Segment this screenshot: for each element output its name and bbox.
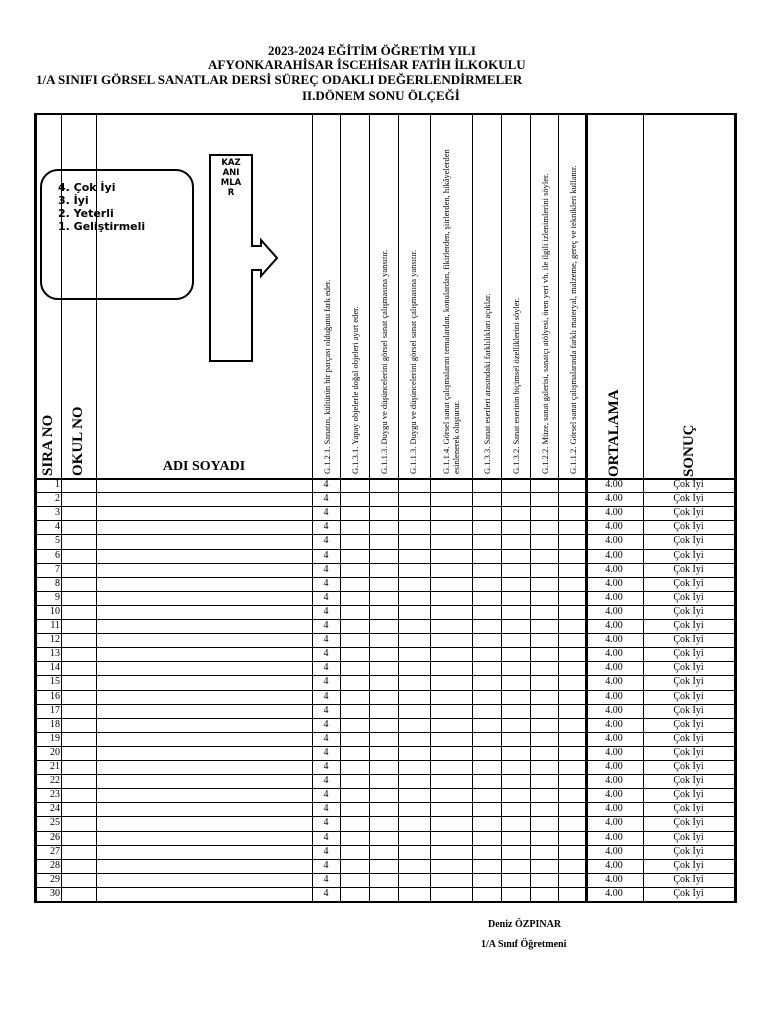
row-number: 13 (50, 648, 60, 660)
kazanimlar-box (209, 154, 253, 362)
average-cell: 4.00 (605, 704, 623, 716)
criterion-header: G.1.1.3. Duygu ve düşüncelerini görsel sanat çalışmasına yansıtır. (379, 249, 389, 474)
result-cell: Çok İyi (673, 718, 704, 730)
result-cell: Çok İyi (673, 507, 704, 519)
score-cell: 4 (323, 493, 329, 505)
average-cell: 4.00 (605, 591, 623, 603)
average-cell: 4.00 (605, 521, 623, 533)
kazanimlar-label-part: ANI (222, 168, 240, 178)
score-cell: 4 (323, 761, 329, 772)
row-number: 30 (50, 887, 60, 899)
average-cell: 4.00 (605, 676, 623, 688)
score-cell: 4 (323, 549, 329, 561)
average-cell: 4.00 (605, 605, 623, 617)
criterion-header: G.1.3.3. Sanat eserleri arasındaki farklılıkları açıklar. (482, 293, 492, 474)
row-number: 15 (50, 676, 60, 688)
score-cell: 4 (323, 887, 329, 899)
average-cell: 4.00 (605, 577, 623, 589)
column-header-okul-no: OKUL NO (70, 406, 86, 476)
average-cell: 4.00 (605, 746, 623, 758)
score-cell: 4 (323, 662, 329, 674)
result-cell: Çok İyi (673, 704, 704, 716)
row-number: 8 (55, 577, 60, 589)
criterion-header: G.1.2.2. Müze, sanat galerisi, sanatçı atölyesi, ören yeri vb. ile ilgili izlenimlerini söyler. (540, 173, 550, 474)
row-number: 19 (50, 732, 60, 744)
row-number: 18 (50, 718, 60, 730)
row-number: 23 (50, 789, 60, 801)
result-cell: Çok İyi (673, 577, 704, 589)
score-cell: 4 (323, 563, 329, 575)
row-number: 3 (55, 507, 60, 519)
row-number: 24 (50, 803, 60, 815)
kazanimlar-label-part: KAZ (221, 158, 241, 168)
average-cell: 4.00 (605, 845, 623, 857)
result-cell: Çok İyi (673, 873, 704, 885)
table-border-top (34, 113, 736, 115)
criterion-header: G.1.1.3. Duygu ve düşüncelerini görsel sanat çalışmasına yansıtır. (408, 249, 418, 474)
row-number: 6 (55, 549, 60, 561)
row-number: 29 (50, 873, 60, 885)
result-cell: Çok İyi (673, 605, 704, 617)
result-cell: Çok İyi (673, 845, 704, 857)
document-title-course: 1/A SINIFI GÖRSEL SANATLAR DERSİ SÜREÇ ODAKLI DEĞERLENDİRMELER (36, 72, 523, 87)
result-cell: Çok İyi (673, 493, 704, 505)
average-cell: 4.00 (605, 620, 623, 631)
criterion-header: G.1.3.2. Sanat eserinin biçimsel özelliklerini söyler. (511, 297, 521, 474)
row-number: 17 (50, 704, 60, 716)
grading-legend (40, 169, 194, 300)
row-number: 11 (50, 620, 60, 631)
score-cell: 4 (323, 605, 329, 617)
result-cell: Çok İyi (673, 676, 704, 688)
result-cell: Çok İyi (673, 789, 704, 801)
result-cell: Çok İyi (673, 662, 704, 674)
row-number: 7 (55, 563, 60, 575)
row-number: 21 (50, 761, 60, 772)
result-cell: Çok İyi (673, 817, 704, 829)
result-cell: Çok İyi (673, 549, 704, 561)
column-divider (734, 113, 737, 903)
result-cell: Çok İyi (673, 563, 704, 575)
document-title-year: 2023-2024 EĞİTİM ÖĞRETİM YILI (268, 43, 476, 58)
row-number: 4 (55, 521, 60, 533)
column-divider (369, 113, 370, 903)
average-cell: 4.00 (605, 535, 623, 547)
result-cell: Çok İyi (673, 479, 704, 490)
average-cell: 4.00 (605, 549, 623, 561)
average-cell: 4.00 (605, 831, 623, 843)
teacher-title: 1/A Sınıf Öğretmeni (481, 939, 567, 950)
result-cell: Çok İyi (673, 620, 704, 631)
criterion-header: G.1.2.1. Sanatın, kültürün bir parçası olduğunu fark eder. (322, 279, 332, 474)
criterion-header: G.1.1.2. Görsel sanat çalışmalarında farklı materyal, malzeme, gereç ve teknikleri kullanır. (568, 165, 578, 474)
average-cell: 4.00 (605, 479, 623, 490)
score-cell: 4 (323, 732, 329, 744)
legend-item: 2. Yeterli (58, 207, 114, 220)
average-cell: 4.00 (605, 648, 623, 660)
legend-item: 1. Geliştirmeli (58, 220, 146, 233)
score-cell: 4 (323, 704, 329, 716)
row-number: 14 (50, 662, 60, 674)
row-number: 2 (55, 493, 60, 505)
column-divider (501, 113, 502, 903)
score-cell: 4 (323, 817, 329, 829)
score-cell: 4 (323, 620, 329, 631)
column-header-adi-soyadi: ADI SOYADI (162, 459, 246, 474)
score-cell: 4 (323, 591, 329, 603)
document-title-school: AFYONKARAHİSAR İSCEHİSAR FATİH İLKOKULU (208, 57, 526, 72)
average-cell: 4.00 (605, 563, 623, 575)
kazanimlar-label-part: MLA (220, 178, 242, 188)
column-divider (340, 113, 341, 903)
arrow-right-icon (251, 238, 279, 278)
average-cell: 4.00 (605, 690, 623, 702)
score-cell: 4 (323, 577, 329, 589)
column-divider (398, 113, 399, 903)
average-cell: 4.00 (605, 873, 623, 885)
row-number: 22 (50, 775, 60, 787)
column-divider (558, 113, 559, 903)
result-cell: Çok İyi (673, 761, 704, 772)
result-cell: Çok İyi (673, 535, 704, 547)
average-cell: 4.00 (605, 493, 623, 505)
result-cell: Çok İyi (673, 887, 704, 899)
column-header-sonuc: SONUÇ (681, 424, 697, 477)
criterion-header: G.1.1.4. Görsel sanat çalışmalarını temalardan, konulardan, fikirlerden, şiirlerden, hikâyelerden esinlenerek oluşturur. (441, 149, 461, 474)
criterion-header: G.1.3.1. Yapay objelerle doğal objeleri ayırt eder. (350, 306, 360, 474)
result-cell: Çok İyi (673, 859, 704, 871)
row-number: 26 (50, 831, 60, 843)
average-cell: 4.00 (605, 634, 623, 646)
kazanimlar-label-part: R (227, 188, 235, 198)
column-divider (430, 113, 431, 903)
score-cell: 4 (323, 507, 329, 519)
average-cell: 4.00 (605, 732, 623, 744)
average-cell: 4.00 (605, 507, 623, 519)
legend-item: 3. İyi (58, 194, 89, 207)
average-cell: 4.00 (605, 859, 623, 871)
result-cell: Çok İyi (673, 634, 704, 646)
score-cell: 4 (323, 775, 329, 787)
result-cell: Çok İyi (673, 648, 704, 660)
score-cell: 4 (323, 648, 329, 660)
document-title-term: II.DÖNEM SONU ÖLÇEĞİ (302, 88, 460, 103)
result-cell: Çok İyi (673, 803, 704, 815)
score-cell: 4 (323, 845, 329, 857)
column-header-ortalama: ORTALAMA (606, 389, 622, 477)
score-cell: 4 (323, 859, 329, 871)
column-divider (472, 113, 473, 903)
result-cell: Çok İyi (673, 591, 704, 603)
result-cell: Çok İyi (673, 775, 704, 787)
score-cell: 4 (323, 831, 329, 843)
average-cell: 4.00 (605, 761, 623, 772)
row-number: 9 (55, 591, 60, 603)
average-cell: 4.00 (605, 718, 623, 730)
row-divider (34, 901, 736, 903)
average-cell: 4.00 (605, 775, 623, 787)
row-number: 28 (50, 859, 60, 871)
row-number: 20 (50, 746, 60, 758)
row-number: 10 (50, 605, 60, 617)
average-cell: 4.00 (605, 803, 623, 815)
column-divider (530, 113, 531, 903)
score-cell: 4 (323, 535, 329, 547)
average-cell: 4.00 (605, 662, 623, 674)
score-cell: 4 (323, 803, 329, 815)
result-cell: Çok İyi (673, 690, 704, 702)
score-cell: 4 (323, 718, 329, 730)
average-cell: 4.00 (605, 817, 623, 829)
average-cell: 4.00 (605, 887, 623, 899)
row-number: 5 (55, 535, 60, 547)
result-cell: Çok İyi (673, 732, 704, 744)
score-cell: 4 (323, 690, 329, 702)
teacher-name: Deniz ÖZPINAR (488, 919, 562, 930)
score-cell: 4 (323, 479, 329, 490)
row-number: 12 (50, 634, 60, 646)
score-cell: 4 (323, 634, 329, 646)
result-cell: Çok İyi (673, 746, 704, 758)
score-cell: 4 (323, 789, 329, 801)
row-number: 27 (50, 845, 60, 857)
average-cell: 4.00 (605, 789, 623, 801)
legend-item: 4. Çok İyi (58, 181, 116, 194)
result-cell: Çok İyi (673, 521, 704, 533)
score-cell: 4 (323, 873, 329, 885)
score-cell: 4 (323, 676, 329, 688)
row-number: 16 (50, 690, 60, 702)
row-number: 25 (50, 817, 60, 829)
column-header-sira-no: SIRA NO (40, 414, 56, 476)
score-cell: 4 (323, 746, 329, 758)
score-cell: 4 (323, 521, 329, 533)
result-cell: Çok İyi (673, 831, 704, 843)
row-number: 1 (55, 479, 60, 490)
